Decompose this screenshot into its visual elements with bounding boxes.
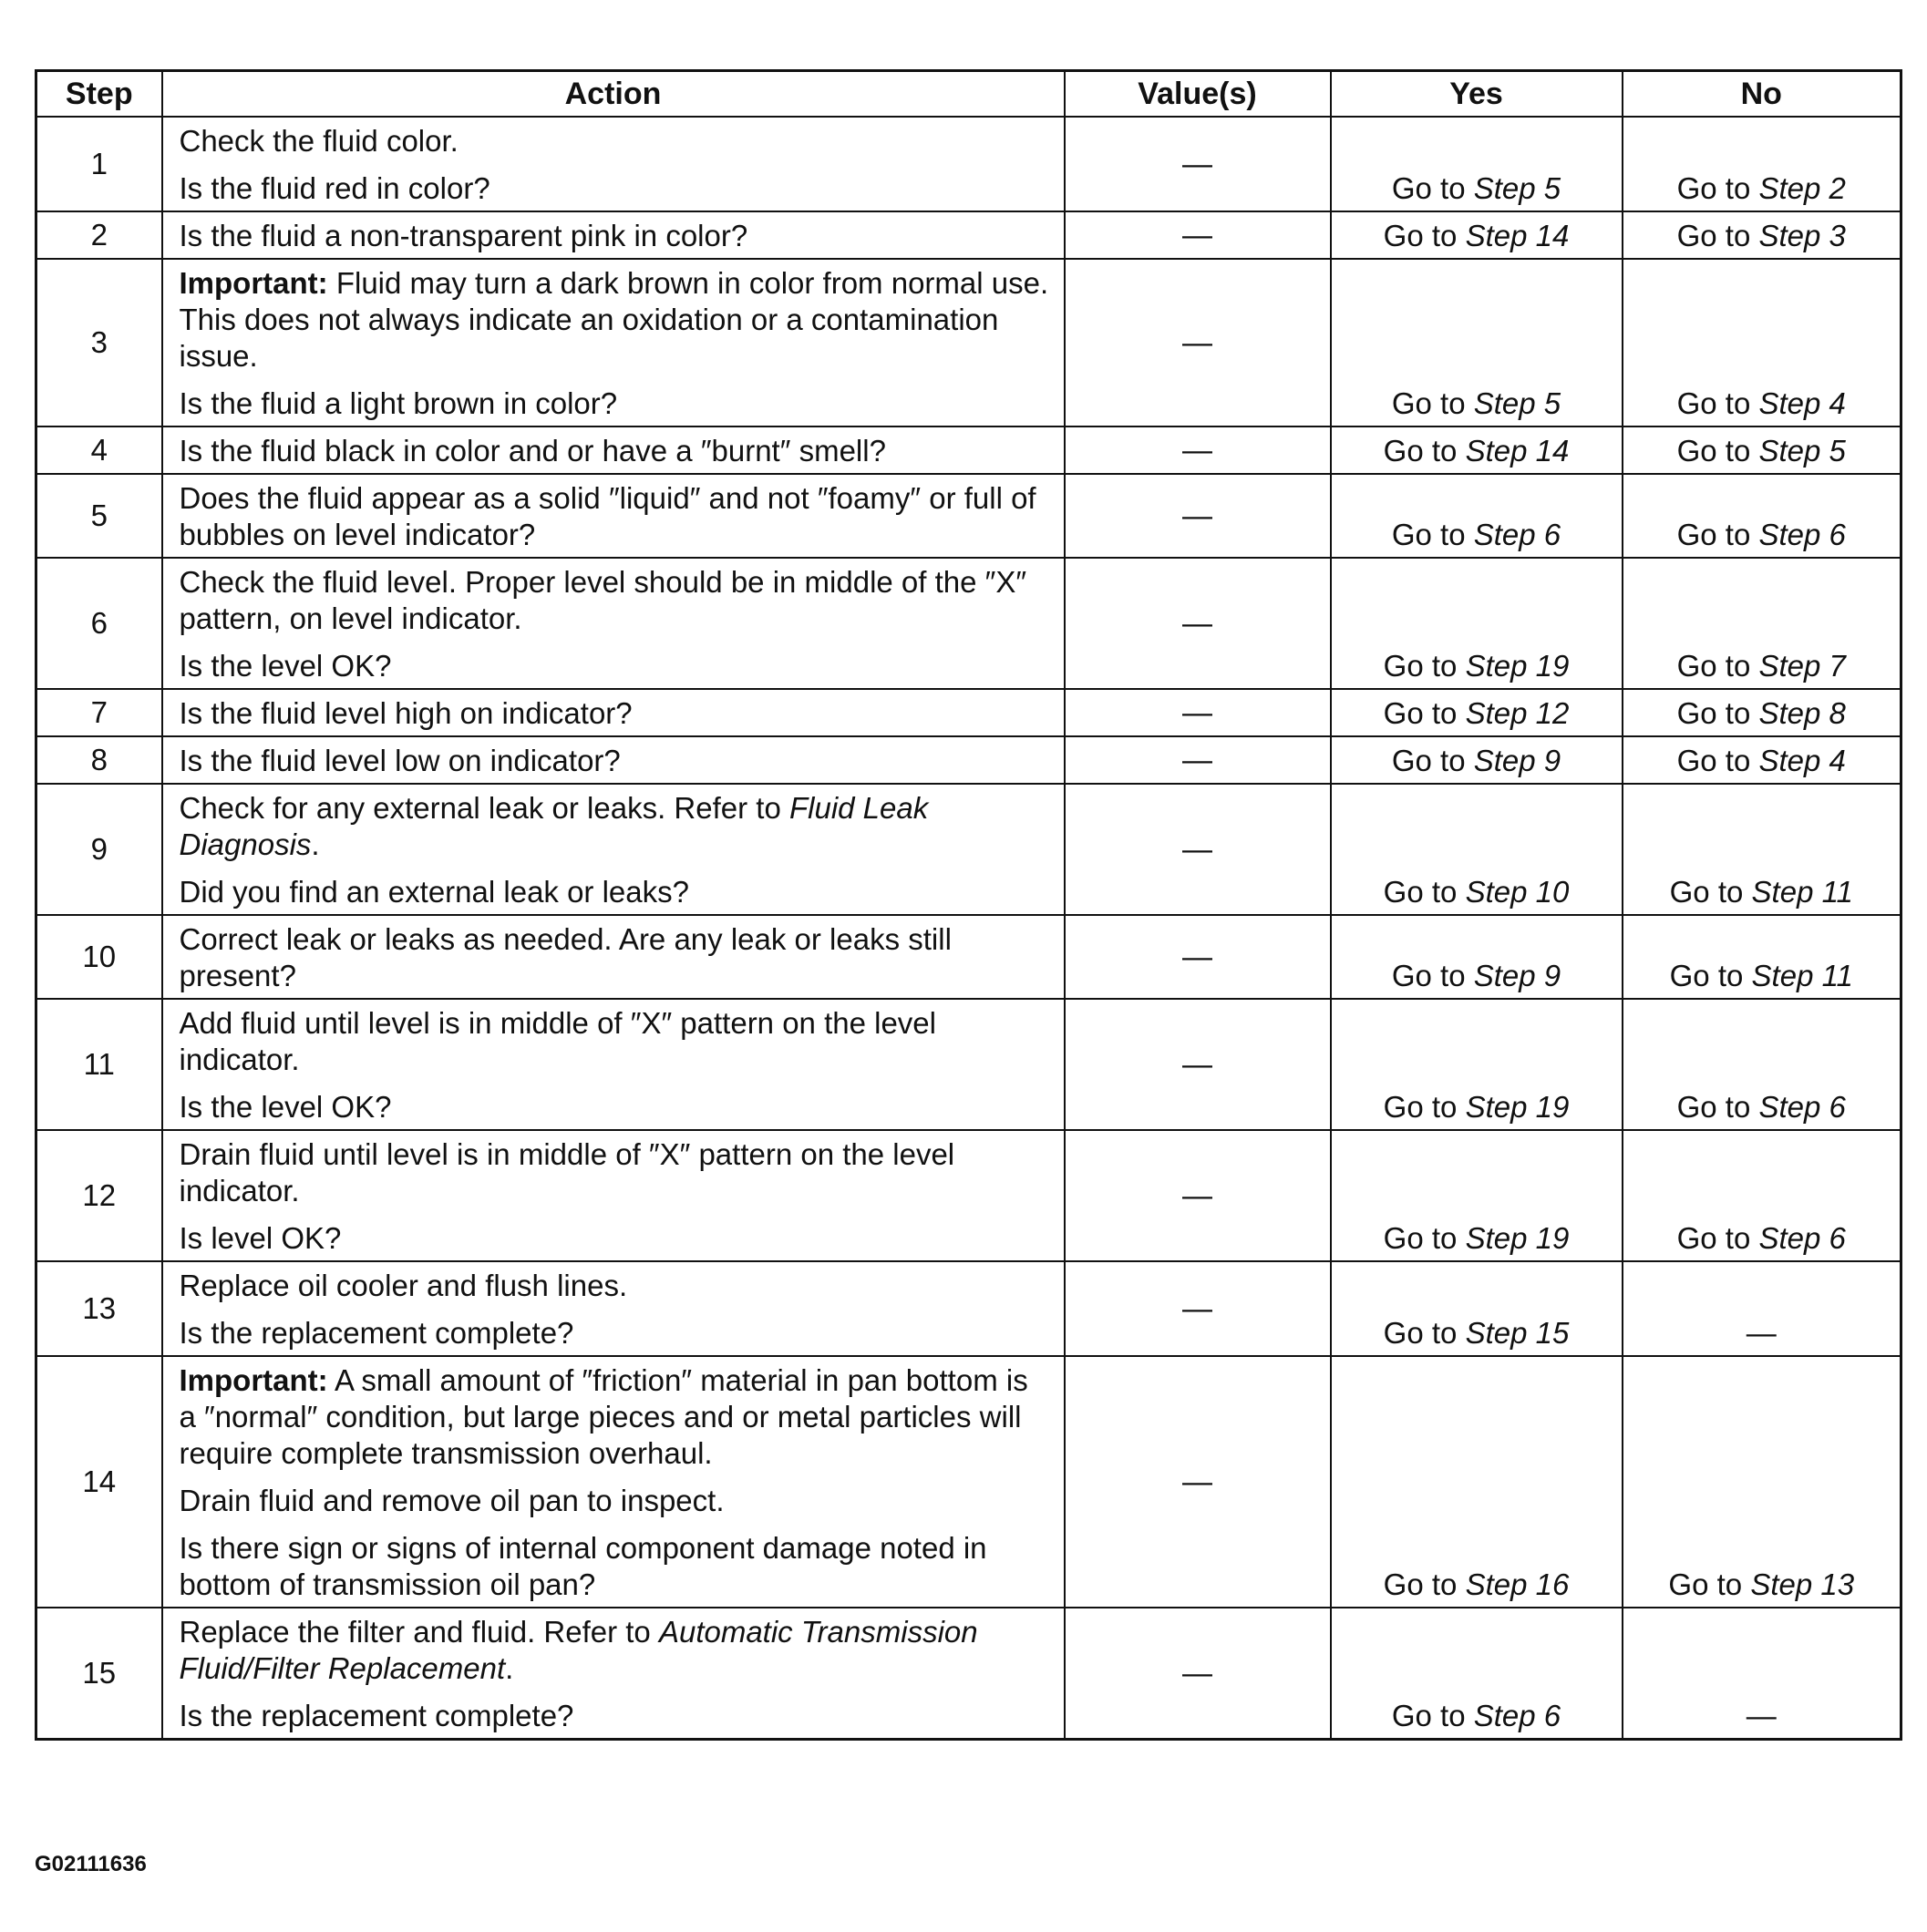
action-paragraph [180,1483,1051,1519]
value-cell: — [1065,259,1331,426]
action-cell [162,1356,1065,1608]
yes-prefix: Go to [1391,518,1474,551]
value-cell: — [1065,1356,1331,1608]
action-paragraph [180,874,1051,910]
yes-cell [1331,426,1623,474]
header-values: Value(s) [1065,71,1331,118]
no-cell [1623,1261,1901,1356]
no-step-link[interactable]: Step 8 [1758,696,1846,730]
yes-prefix: Go to [1383,434,1466,468]
action-paragraph [180,1698,1051,1734]
no-prefix: Go to [1669,875,1752,909]
action-cell [162,474,1065,558]
table-row [36,999,1901,1130]
action-paragraph [180,1005,1051,1078]
action-cell [162,1608,1065,1740]
action-paragraph [180,433,1051,469]
no-cell [1623,689,1901,736]
value-cell: — [1065,1261,1331,1356]
action-text: Drain fluid and remove oil pan to inspect. [179,1484,725,1517]
action-cell [162,736,1065,784]
value-cell: — [1065,211,1331,259]
value-cell: — [1065,426,1331,474]
value-cell: — [1065,117,1331,211]
reference-link[interactable]: Fluid Leak Diagnosis [179,791,929,861]
action-text: A small amount of ″friction″ material in pan bottom is a ″normal″ condition, but large pieces and or metal particles will require complete transmission overhaul. [179,1363,1028,1470]
action-cell [162,999,1065,1130]
yes-step-link[interactable]: Step 9 [1473,959,1561,992]
yes-prefix: Go to [1383,696,1466,730]
action-paragraph [180,695,1051,732]
table-row [36,211,1901,259]
yes-cell [1331,211,1623,259]
no-step-link[interactable]: Step 4 [1758,744,1846,777]
table-body [36,117,1901,1740]
action-text: Is the fluid red in color? [179,171,490,205]
yes-prefix: Go to [1391,744,1474,777]
no-prefix: Go to [1676,386,1759,420]
action-cell [162,784,1065,915]
yes-prefix: Go to [1391,959,1474,992]
step-number: 9 [36,784,162,915]
action-paragraph [180,1220,1051,1257]
table-row [36,558,1901,689]
yes-cell [1331,259,1623,426]
value-cell: — [1065,474,1331,558]
yes-step-link[interactable]: Step 16 [1465,1567,1570,1601]
action-cell [162,915,1065,999]
action-text: Fluid may turn a dark brown in color from normal use. This does not always indicate an oxidation or a contamination issue. [179,266,1049,373]
yes-cell [1331,1608,1623,1740]
value-cell: — [1065,558,1331,689]
table-row [36,915,1901,999]
reference-link[interactable]: Automatic Transmission Fluid/Filter Replacement [179,1615,978,1685]
action-text: Is the fluid a light brown in color? [179,386,618,420]
step-number: 4 [36,426,162,474]
step-number: 7 [36,689,162,736]
no-cell [1623,784,1901,915]
yes-cell [1331,999,1623,1130]
no-cell [1623,736,1901,784]
yes-cell [1331,1356,1623,1608]
no-cell [1623,1130,1901,1261]
yes-cell [1331,1130,1623,1261]
action-text: Is the fluid a non-transparent pink in color? [179,219,748,252]
action-paragraph [180,1268,1051,1304]
action-text: Is the fluid black in color and or have a ″burnt″ smell? [179,434,886,468]
value-cell: — [1065,1608,1331,1740]
step-number: 2 [36,211,162,259]
action-text: Check for any external leak or leaks. Refer to [179,791,789,825]
table-row [36,1261,1901,1356]
step-number: 10 [36,915,162,999]
action-text: Replace oil cooler and flush lines. [179,1269,628,1302]
yes-step-link[interactable]: Step 9 [1473,744,1561,777]
action-text: Is the level OK? [179,649,392,683]
yes-prefix: Go to [1383,1567,1466,1601]
action-paragraph [180,123,1051,159]
yes-cell [1331,1261,1623,1356]
yes-step-link[interactable]: Step 5 [1473,171,1561,205]
no-prefix: Go to [1676,1221,1759,1255]
action-text: Add fluid until level is in middle of ″X″ pattern on the level indicator. [179,1006,936,1076]
value-cell: — [1065,689,1331,736]
yes-cell [1331,784,1623,915]
header-step: Step [36,71,162,118]
yes-step-link[interactable]: Step 19 [1465,649,1570,683]
no-prefix: Go to [1676,171,1759,205]
no-cell [1623,1356,1901,1608]
action-paragraph [180,1136,1051,1209]
yes-prefix: Go to [1383,1090,1466,1124]
action-text: Is the replacement complete? [179,1699,574,1732]
yes-prefix: Go to [1391,386,1474,420]
action-cell [162,689,1065,736]
action-text: Replace the filter and fluid. Refer to [179,1615,659,1649]
yes-prefix: Go to [1383,1316,1466,1350]
action-paragraph [180,265,1051,375]
table-row [36,426,1901,474]
table-row [36,784,1901,915]
diagnostic-table [35,69,1902,1741]
action-text: Is the fluid level low on indicator? [179,744,621,777]
no-step-link[interactable]: Step 6 [1758,1090,1846,1124]
yes-step-link[interactable]: Step 14 [1465,219,1570,252]
no-prefix: Go to [1676,1090,1759,1124]
table-row [36,1356,1901,1608]
yes-step-link[interactable]: Step 6 [1473,1699,1561,1732]
no-step-link[interactable]: Step 5 [1758,434,1846,468]
yes-prefix: Go to [1391,1699,1474,1732]
step-number: 1 [36,117,162,211]
yes-cell [1331,474,1623,558]
action-paragraph [180,790,1051,863]
yes-step-link[interactable]: Step 19 [1465,1090,1570,1124]
no-cell [1623,117,1901,211]
step-number: 11 [36,999,162,1130]
no-cell [1623,211,1901,259]
action-paragraph [180,1530,1051,1603]
yes-prefix: Go to [1383,1221,1466,1255]
no-step-link[interactable]: Step 13 [1750,1567,1855,1601]
no-prefix: Go to [1676,518,1759,551]
no-prefix: — [1746,1699,1777,1732]
header-no: No [1623,71,1901,118]
no-cell [1623,259,1901,426]
yes-step-link[interactable]: Step 15 [1465,1316,1570,1350]
yes-prefix: Go to [1391,171,1474,205]
header-row [36,71,1901,118]
action-text: Does the fluid appear as a solid ″liquid″ and not ″foamy″ or full of bubbles on level indicator? [179,481,1036,551]
no-cell [1623,1608,1901,1740]
action-paragraph [180,1614,1051,1687]
step-number: 14 [36,1356,162,1608]
yes-prefix: Go to [1383,219,1466,252]
no-step-link[interactable]: Step 4 [1758,386,1846,420]
step-number: 5 [36,474,162,558]
figure-id: G02111636 [35,1852,147,1876]
action-text: Is the replacement complete? [179,1316,574,1350]
action-paragraph [180,648,1051,684]
yes-cell [1331,558,1623,689]
yes-prefix: Go to [1383,649,1466,683]
action-text: Is the level OK? [179,1090,392,1124]
action-paragraph [180,218,1051,254]
header-action: Action [162,71,1065,118]
important-label: Important: [179,266,328,300]
yes-step-link[interactable]: Step 10 [1465,875,1570,909]
action-paragraph [180,385,1051,422]
action-paragraph [180,170,1051,207]
no-prefix: Go to [1669,959,1752,992]
step-number: 3 [36,259,162,426]
table-row [36,736,1901,784]
yes-step-link[interactable]: Step 19 [1465,1221,1570,1255]
no-prefix: Go to [1676,696,1759,730]
no-prefix: Go to [1676,219,1759,252]
value-cell: — [1065,1130,1331,1261]
table-row [36,1608,1901,1740]
no-cell [1623,474,1901,558]
yes-step-link[interactable]: Step 5 [1473,386,1561,420]
action-text: Check the fluid level. Proper level should be in middle of the ″X″ pattern, on level indicator. [179,565,1027,635]
no-step-link[interactable]: Step 7 [1758,649,1846,683]
action-paragraph [180,921,1051,994]
yes-cell [1331,736,1623,784]
no-step-link[interactable]: Step 11 [1751,959,1853,992]
yes-cell [1331,117,1623,211]
no-step-link[interactable]: Step 3 [1758,219,1846,252]
action-paragraph [180,1315,1051,1351]
action-suffix: . [505,1651,514,1685]
table-row [36,1130,1901,1261]
no-step-link[interactable]: Step 2 [1758,171,1846,205]
action-text: Did you find an external leak or leaks? [179,875,689,909]
action-text: Is there sign or signs of internal component damage noted in bottom of transmission oil pan? [179,1531,987,1601]
action-cell [162,211,1065,259]
value-cell: — [1065,915,1331,999]
step-number: 13 [36,1261,162,1356]
action-paragraph [180,480,1051,553]
no-step-link[interactable]: Step 6 [1758,1221,1846,1255]
value-cell: — [1065,999,1331,1130]
action-text: Correct leak or leaks as needed. Are any leak or leaks still present? [179,922,952,992]
action-text: Drain fluid until level is in middle of ″X″ pattern on the level indicator. [179,1137,955,1208]
action-cell [162,426,1065,474]
important-label: Important: [179,1363,328,1397]
yes-step-link[interactable]: Step 12 [1465,696,1570,730]
action-text: Is level OK? [179,1221,342,1255]
table-row [36,689,1901,736]
table-row [36,474,1901,558]
table-row [36,259,1901,426]
step-number: 6 [36,558,162,689]
no-prefix: Go to [1676,649,1759,683]
action-cell [162,117,1065,211]
yes-step-link[interactable]: Step 6 [1473,518,1561,551]
action-suffix: . [311,827,320,861]
no-step-link[interactable]: Step 11 [1751,875,1853,909]
table-row [36,117,1901,211]
yes-cell [1331,915,1623,999]
action-text: Is the fluid level high on indicator? [179,696,633,730]
header-yes: Yes [1331,71,1623,118]
no-cell [1623,558,1901,689]
action-cell [162,558,1065,689]
action-paragraph [180,1089,1051,1125]
no-cell [1623,999,1901,1130]
action-paragraph [180,743,1051,779]
value-cell: — [1065,736,1331,784]
action-cell [162,1130,1065,1261]
yes-cell [1331,689,1623,736]
no-prefix: — [1746,1316,1777,1350]
step-number: 12 [36,1130,162,1261]
no-step-link[interactable]: Step 6 [1758,518,1846,551]
yes-prefix: Go to [1383,875,1466,909]
action-cell [162,1261,1065,1356]
no-prefix: Go to [1676,744,1759,777]
step-number: 15 [36,1608,162,1740]
no-cell [1623,426,1901,474]
action-paragraph [180,564,1051,637]
action-text: Check the fluid color. [179,124,459,158]
no-prefix: Go to [1676,434,1759,468]
no-cell [1623,915,1901,999]
action-paragraph [180,1362,1051,1472]
value-cell: — [1065,784,1331,915]
no-prefix: Go to [1668,1567,1751,1601]
action-cell [162,259,1065,426]
step-number: 8 [36,736,162,784]
yes-step-link[interactable]: Step 14 [1465,434,1570,468]
